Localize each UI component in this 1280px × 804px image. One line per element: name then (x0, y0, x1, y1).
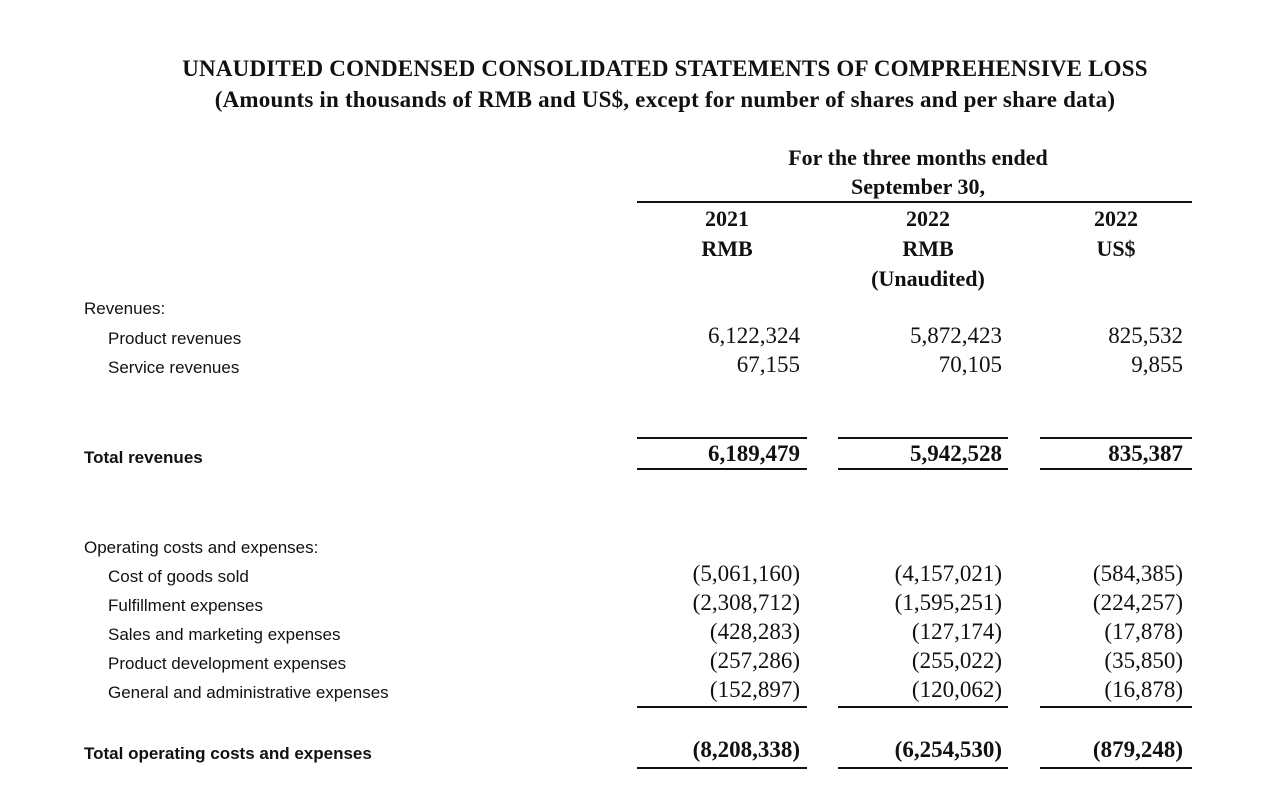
column-header-2021-rmb (637, 206, 817, 262)
row-label-sales-marketing: Sales and marketing expenses (108, 625, 341, 644)
cell-general-admin-2021: (152,897) (709, 677, 800, 702)
column-currency: RMB (902, 236, 954, 261)
cell-total-operating-2022-usd: (879,248) (1092, 737, 1183, 762)
column-year: 2022 (1094, 206, 1138, 231)
statement-title: UNAUDITED CONDENSED CONSOLIDATED STATEMENTS OF COMPREHENSIVE LOSS (182, 56, 1148, 81)
row-label-total-operating: Total operating costs and expenses (84, 744, 372, 763)
cell-sales-marketing-2022-usd: (17,878) (1104, 619, 1183, 644)
row-label-cost-of-goods-sold: Cost of goods sold (108, 567, 249, 586)
cell-fulfillment-2021: (2,308,712) (692, 590, 800, 615)
cell-cost-of-goods-2021: (5,061,160) (692, 561, 800, 586)
cell-product-dev-2022-rmb: (255,022) (911, 648, 1002, 673)
total-operating-bottom-rule-2 (838, 767, 1008, 769)
cell-product-revenues-2021: 6,122,324 (708, 323, 800, 348)
column-currency: RMB (701, 236, 753, 261)
row-label-total-revenues: Total revenues (84, 448, 203, 467)
total-revenues-bottom-rule-3 (1040, 468, 1192, 470)
cell-sales-marketing-2021: (428,283) (709, 619, 800, 644)
total-operating-bottom-rule-1 (637, 767, 807, 769)
total-revenues-top-rule-1 (637, 437, 807, 439)
period-header-rule (637, 201, 1192, 203)
cell-product-revenues-2022-usd: 825,532 (1108, 323, 1183, 348)
row-label-general-admin: General and administrative expenses (108, 683, 389, 702)
cell-total-revenues-2022-rmb: 5,942,528 (910, 441, 1002, 466)
total-operating-bottom-rule-3 (1040, 767, 1192, 769)
column-currency: US$ (1096, 236, 1136, 261)
cell-total-revenues-2022-usd: 835,387 (1108, 441, 1183, 466)
cell-total-operating-2021: (8,208,338) (692, 737, 800, 762)
cell-product-revenues-2022-rmb: 5,872,423 (910, 323, 1002, 348)
cell-cost-of-goods-2022-usd: (584,385) (1092, 561, 1183, 586)
total-revenues-top-rule-3 (1040, 437, 1192, 439)
column-year: 2021 (705, 206, 749, 231)
column-note: (Unaudited) (871, 266, 985, 291)
cell-fulfillment-2022-rmb: (1,595,251) (894, 590, 1002, 615)
cell-general-admin-2022-usd: (16,878) (1104, 677, 1183, 702)
total-revenues-top-rule-2 (838, 437, 1008, 439)
row-label-service-revenues: Service revenues (108, 358, 240, 377)
column-header-2022-usd (1040, 206, 1192, 262)
cell-service-revenues-2022-usd: 9,855 (1131, 352, 1183, 377)
column-header-2022-rmb (838, 206, 1018, 292)
statement-subtitle: (Amounts in thousands of RMB and US$, except for number of shares and per share data) (214, 87, 1116, 112)
row-label-product-development: Product development expenses (108, 654, 347, 673)
total-operating-top-rule-1 (637, 706, 807, 708)
total-operating-top-rule-3 (1040, 706, 1192, 708)
section-label-operating-costs: Operating costs and expenses: (84, 538, 319, 557)
section-label-revenues: Revenues: (84, 299, 166, 318)
column-year: 2022 (906, 206, 950, 231)
cell-product-dev-2021: (257,286) (709, 648, 800, 673)
cell-service-revenues-2022-rmb: 70,105 (938, 352, 1002, 377)
period-header-line1: For the three months ended (788, 145, 1048, 170)
cell-fulfillment-2022-usd: (224,257) (1092, 590, 1183, 615)
cell-total-revenues-2021: 6,189,479 (708, 441, 800, 466)
total-operating-top-rule-2 (838, 706, 1008, 708)
total-revenues-bottom-rule-1 (637, 468, 807, 470)
row-label-fulfillment-expenses: Fulfillment expenses (108, 596, 263, 615)
cell-sales-marketing-2022-rmb: (127,174) (911, 619, 1002, 644)
cell-general-admin-2022-rmb: (120,062) (911, 677, 1002, 702)
cell-service-revenues-2021: 67,155 (736, 352, 800, 377)
period-header-line2: September 30, (850, 174, 986, 199)
cell-product-dev-2022-usd: (35,850) (1104, 648, 1183, 673)
cell-total-operating-2022-rmb: (6,254,530) (894, 737, 1002, 762)
total-revenues-bottom-rule-2 (838, 468, 1008, 470)
row-label-product-revenues: Product revenues (108, 329, 242, 348)
cell-cost-of-goods-2022-rmb: (4,157,021) (894, 561, 1002, 586)
